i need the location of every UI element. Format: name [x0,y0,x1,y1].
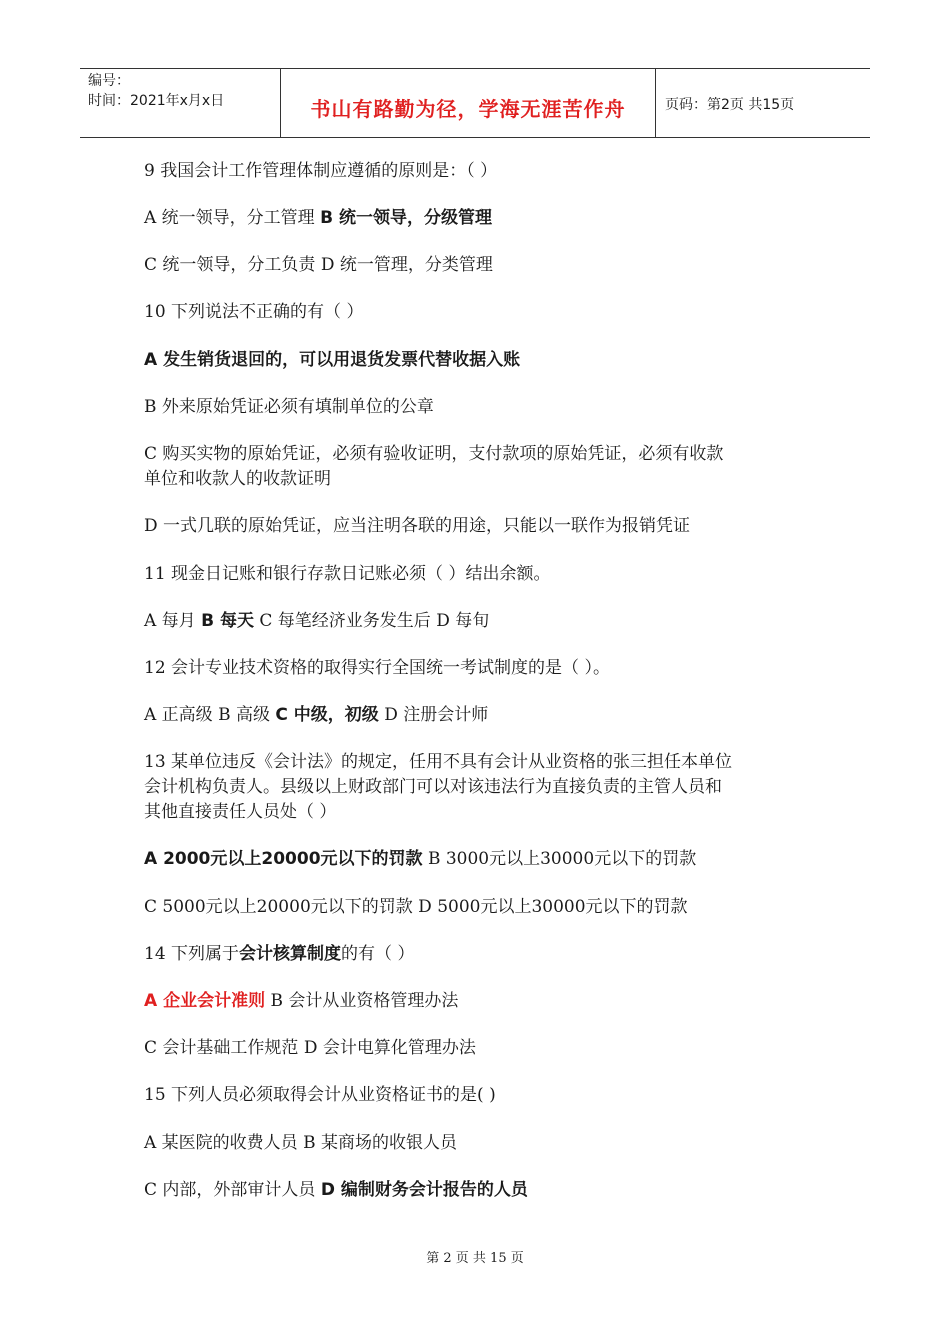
q9-stem: 9 我国会计工作管理体制应遵循的原则是：（ ） [144,161,498,181]
q10-option-a-answer: A 发生销货退回的，可以用退货发票代替收据入账 [144,350,521,370]
q11-option-b-answer: B 每天 [201,611,254,631]
q13-stem-line1: 13 某单位违反《会计法》的规定，任用不具有会计从业资格的张三担任本单位 [144,752,733,772]
q14-stem-pre: 14 下列属于 [144,944,240,964]
q9-option-b-answer: B 统一领导，分级管理 [320,208,492,228]
q13-options-cd: C 5000元以上20000元以下的罚款 D 5000元以上30000元以下的罚款 [144,897,688,917]
q13-option-a-answer: A 2000元以上20000元以下的罚款 [144,849,423,869]
q10-option-b: B 外来原始凭证必须有填制单位的公章 [144,397,434,417]
q11-stem: 11 现金日记账和银行存款日记账必须（ ）结出余额。 [144,564,551,584]
q14-stem-post: 的有（ ） [341,944,415,964]
header-motto-cell [280,69,656,137]
q10-stem: 10 下列说法不正确的有（ ） [144,302,364,322]
page-footer: 第 2 页 共 15 页 [426,1251,524,1266]
q15-stem: 15 下列人员必须取得会计从业资格证书的是( ) [144,1085,496,1105]
q13-options-ab [144,847,696,872]
q12-stem: 12 会计专业技术资格的取得实行全国统一考试制度的是（ ）。 [144,658,610,678]
doc-date: 时间：2021年x月x日 [88,93,225,109]
q14-options-cd: C 会计基础工作规范 D 会计电算化管理办法 [144,1038,476,1058]
q12-option-ab: A 正高级 B 高级 [144,705,276,725]
q10-option-c-line1: C 购买实物的原始凭证，必须有验收证明，支付款项的原始凭证，必须有收款 [144,444,724,464]
q11-option-cd: C 每笔经济业务发生后 D 每旬 [253,611,490,631]
header-meta [80,69,280,137]
q13-stem-line3: 其他直接责任人员处（ ） [144,802,337,822]
page-header [80,68,870,138]
q11-option-a: A 每月 [144,611,202,631]
q14-option-a-answer: A 企业会计准则 [144,991,266,1011]
header-page-cell [655,69,870,137]
q14-option-b: B 会计从业资格管理办法 [265,991,459,1011]
q15-options-ab: A 某医院的收费人员 B 某商场的收银人员 [144,1133,457,1153]
header-motto: 书山有路勤为径，学海无涯苦作舟 [310,97,626,121]
header-page-info: 页码：第2页 共15页 [665,97,795,113]
q14-stem [144,942,414,967]
q9-options-cd: C 统一领导，分工负责 D 统一管理，分类管理 [144,255,493,275]
q9-options-ab [144,206,492,231]
q12-options [144,703,488,728]
q14-options-ab [144,989,458,1014]
q15-options-cd [144,1178,528,1203]
q11-options [144,609,489,634]
q9-option-a: A 统一领导，分工管理 [144,208,321,228]
q15-option-d-answer: D 编制财务会计报告的人员 [320,1180,528,1200]
q15-option-c: C 内部，外部审计人员 [144,1180,321,1200]
q12-option-c-answer: C 中级，初级 [275,705,379,725]
q13-option-b: B 3000元以上30000元以下的罚款 [422,849,697,869]
q10-option-c-line2: 单位和收款人的收款证明 [144,469,331,489]
q14-stem-bold: 会计核算制度 [239,944,342,964]
q12-option-d: D 注册会计师 [378,705,489,725]
q10-option-d: D 一式几联的原始凭证，应当注明各联的用途，只能以一联作为报销凭证 [144,516,691,536]
q13-stem-line2: 会计机构负责人。县级以上财政部门可以对该违法行为直接负责的主管人员和 [144,777,722,797]
doc-number-label: 编号： [88,73,130,89]
